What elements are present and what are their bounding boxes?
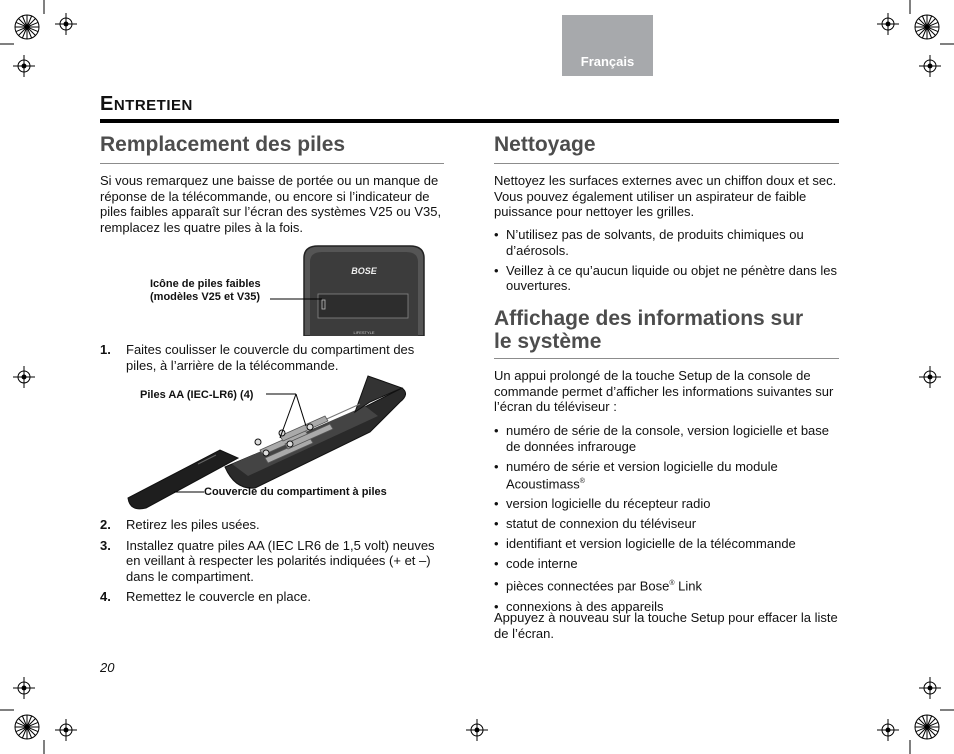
list-item: • connexions à des appareils [494, 599, 839, 615]
step-1 [100, 342, 445, 373]
remote-front-illustration [300, 244, 428, 336]
list-item: • numéro de série de la console, version logicielle et base de données infrarouge [494, 423, 839, 454]
list-item: • code interne [494, 556, 839, 572]
step-2-text: Retirez les piles usées. [126, 517, 260, 532]
list-item-text: pièces connectées par Bose [506, 578, 670, 594]
closing-paragraph: Appuyez à nouveau sur la touche Setup pour effacer la liste de l’écran. [494, 610, 838, 641]
cleaning-paragraph: Nettoyez les surfaces externes avec un chiffon doux et sec. Vous pouvez également utiliser un aspirateur de faible puissance pour nettoyer les grilles. [494, 173, 837, 219]
heading-battery-replacement: Remplacement des piles [100, 133, 346, 156]
section-title-rest: NTRETIEN [113, 97, 193, 114]
list-item: • version logicielle du récepteur radio [494, 496, 839, 512]
step-1-number: 1. [100, 342, 111, 357]
battery-cover-callout: Couvercle du compartiment à piles [204, 486, 387, 498]
list-item: • N’utilisez pas de solvants, de produits chimiques ou d’aérosols. [494, 227, 839, 258]
language-tab[interactable]: Français [562, 15, 653, 76]
system-info-paragraph: Un appui prolongé de la touche Setup de la console de commande permet d’afficher les informations suivantes sur l’écran du téléviseur : [494, 368, 834, 414]
heading-system-info [494, 307, 844, 353]
section-rule [100, 119, 839, 123]
batteries-callout: Piles AA (IEC-LR6) (4) [140, 389, 254, 401]
step-2 [100, 517, 445, 533]
step-3 [100, 538, 445, 585]
low-battery-callout-line2: (modèles V25 et V35) [150, 291, 261, 303]
list-item [494, 459, 839, 492]
list-item: • identifiant et version logicielle de la télécommande [494, 536, 839, 552]
heading-rule [494, 358, 839, 359]
low-battery-callout-line1: Icône de piles faibles [150, 278, 261, 290]
list-item-text: Link [674, 578, 702, 594]
step-2-number: 2. [100, 517, 111, 532]
step-4-text: Remettez le couvercle en place. [126, 589, 311, 604]
battery-intro-paragraph: Si vous remarquez une baisse de portée ou un manque de réponse de la télécommande, ou encore si l’indicateur de piles faibles apparaît sur l’écran des systèmes V25 ou V35, remplacez les quatre piles à la fois. [100, 173, 442, 235]
model-label: LIFESTYLE [353, 330, 375, 335]
cleaning-bullets [494, 227, 839, 298]
list-item: • Veillez à ce qu’aucun liquide ou objet ne pénètre dans les ouvertures. [494, 263, 839, 294]
step-4 [100, 589, 445, 605]
step-3-text: Installez quatre piles AA (IEC LR6 de 1,5 volt) neuves en veillant à respecter les polarités indiquées (+ et –) dans le compartiment. [126, 537, 435, 584]
list-item [494, 576, 839, 594]
heading-rule [100, 163, 444, 164]
section-title [100, 93, 193, 116]
step-1-text: Faites coulisser le couvercle du compartiment des piles, à l’arrière de la télécommande. [126, 342, 415, 373]
heading-rule [494, 163, 839, 164]
page-number: 20 [100, 660, 115, 675]
list-item: • statut de connexion du téléviseur [494, 516, 839, 532]
system-info-bullets [494, 423, 839, 619]
heading-system-info-line1: Affichage des informations sur [494, 307, 804, 330]
registered-mark: ® [669, 580, 675, 588]
low-battery-callout [150, 278, 261, 304]
list-item-text: numéro de série et version logicielle du module Acoustimass [506, 458, 778, 492]
step-3-number: 3. [100, 537, 111, 553]
heading-cleaning: Nettoyage [494, 133, 596, 156]
registered-mark: ® [579, 478, 585, 485]
heading-system-info-line2: le système [494, 330, 602, 353]
low-battery-leader-line [270, 294, 326, 304]
steps-list-2 [100, 517, 445, 610]
section-title-initial: E [100, 93, 114, 115]
step-4-number: 4. [100, 589, 111, 604]
brand-logo: BOSE [351, 266, 377, 276]
